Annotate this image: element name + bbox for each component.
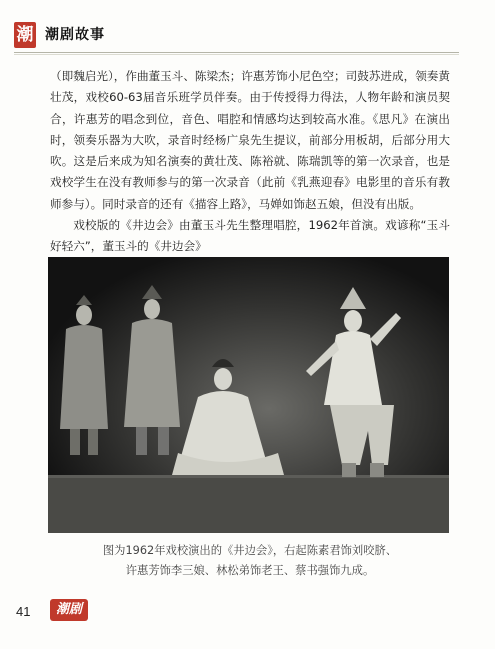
seal-logo: 潮 [14, 22, 36, 48]
caption-line-2: 许惠芳饰李三娘、林松弟饰老王、蔡书强饰九成。 [125, 564, 375, 577]
stage-photo [48, 257, 449, 533]
article-body [50, 66, 450, 258]
stage-photo-illustration [48, 257, 449, 533]
page-number: 41 [16, 604, 31, 619]
footer-logo: 潮剧 [50, 599, 88, 621]
header-divider [14, 52, 459, 53]
header-divider-secondary [14, 54, 459, 55]
paragraph-2: 戏校版的《井边会》由董玉斗先生整理唱腔，1962年首演。戏谚称“玉斗好轻六”，董玉斗的《井边会》 [50, 218, 450, 254]
paragraph-1: （即魏启光），作曲董玉斗、陈梁杰；许惠芳饰小尼色空；司鼓苏进成，领奏黄壮茂，戏校60-63届音乐班学员伴奏。由于传授得力得法，人物年龄和演员契合，许惠芳的唱念到位，音色、唱腔和情感均达到较高水准。《思凡》在演出时，领奏乐器为大吹，录音时经杨广泉先生提议，前部分用板胡，后部分用大吹。这是后来成为知名演奏的黄壮茂、陈裕就、陈瑞凯等的第一次录音，也是戏校学生在没有教师参与的第一次录音（此前《乳燕迎春》电影里的音乐有教师参与）。同时录音的还有《描容上路》，马婵如饰赵五娘，但没有出版。 [50, 69, 450, 211]
caption-line-1: 图为1962年戏校演出的《井边会》，右起陈素君饰刘咬脐、 [102, 544, 398, 557]
section-title: 潮剧故事 [45, 27, 105, 43]
page-header [0, 0, 495, 60]
photo-caption [40, 541, 460, 581]
